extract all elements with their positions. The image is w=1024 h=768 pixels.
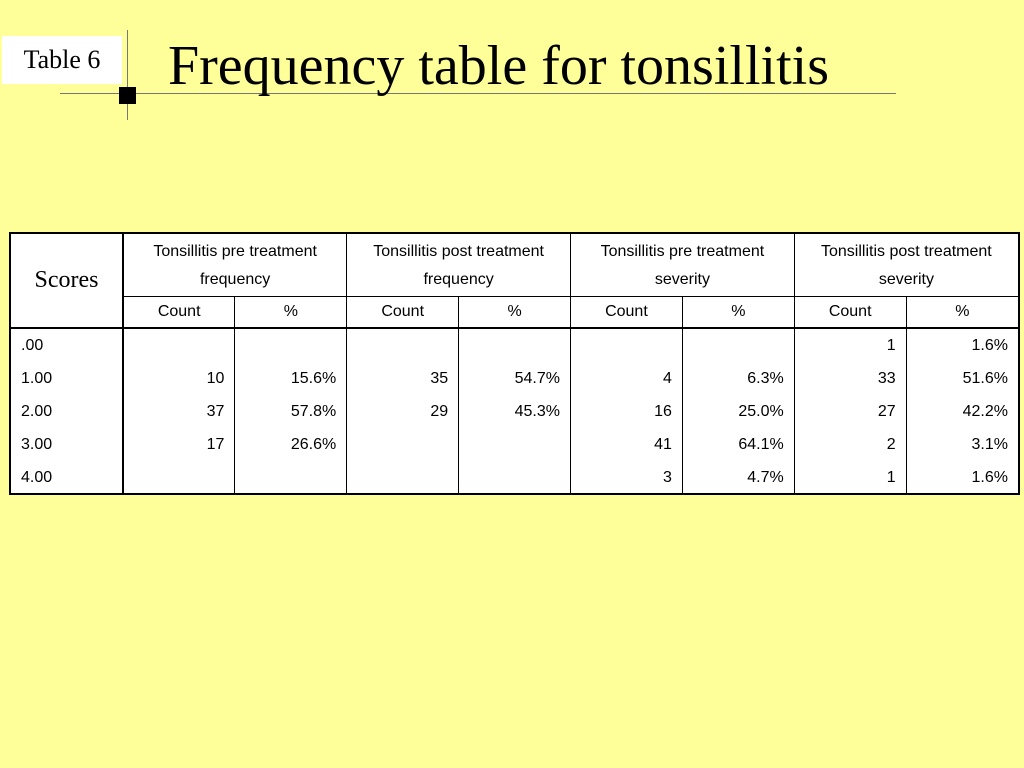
group-header-pre-frequency: Tonsillitis pre treatment frequency <box>123 234 347 297</box>
table-cell: 33 <box>794 362 906 395</box>
table-row <box>11 328 1018 362</box>
table-cell: 16 <box>571 395 683 428</box>
table-cell: 17 <box>123 428 235 461</box>
table-cell <box>571 328 683 362</box>
table-cell: 3 <box>571 461 683 494</box>
table-cell <box>682 328 794 362</box>
group-header-post-frequency: Tonsillitis post treatment frequency <box>347 234 571 297</box>
table-cell: 6.3% <box>682 362 794 395</box>
sub-header-count: Count <box>123 297 235 329</box>
table-cell <box>459 461 571 494</box>
table-cell: 1 <box>794 461 906 494</box>
table-cell: 41 <box>571 428 683 461</box>
table-cell: 57.8% <box>235 395 347 428</box>
sub-header-count: Count <box>571 297 683 329</box>
table-cell: 3.1% <box>906 428 1018 461</box>
table-cell: 26.6% <box>235 428 347 461</box>
table-cell <box>459 328 571 362</box>
table-cell: 37 <box>123 395 235 428</box>
table-cell: 15.6% <box>235 362 347 395</box>
sub-header-percent: % <box>906 297 1018 329</box>
sub-header-count: Count <box>347 297 459 329</box>
table-cell: 42.2% <box>906 395 1018 428</box>
title-rule-vertical <box>127 30 128 120</box>
table-cell: 4.7% <box>682 461 794 494</box>
table-cell: 1.6% <box>906 461 1018 494</box>
group-header-post-severity: Tonsillitis post treatment severity <box>794 234 1018 297</box>
table-cell <box>347 461 459 494</box>
table-cell: 27 <box>794 395 906 428</box>
bullet-square-icon <box>119 87 136 104</box>
sub-header-percent: % <box>682 297 794 329</box>
table-cell <box>123 328 235 362</box>
row-label: .00 <box>11 328 123 362</box>
sub-header-count: Count <box>794 297 906 329</box>
table-row <box>11 461 1018 494</box>
row-label: 2.00 <box>21 402 53 420</box>
slide-title: Frequency table for tonsillitis <box>168 35 829 97</box>
table-row <box>11 428 1018 461</box>
table-cell: 64.1% <box>682 428 794 461</box>
row-label: 3.00 <box>21 435 53 453</box>
table-cell: 10 <box>123 362 235 395</box>
table-cell <box>235 461 347 494</box>
frequency-table <box>9 232 1020 495</box>
table-cell: 1 <box>794 328 906 362</box>
table-cell: 29 <box>347 395 459 428</box>
row-label: 1.00 <box>21 369 53 387</box>
scores-column-header: Scores <box>34 267 99 293</box>
table-cell: 54.7% <box>459 362 571 395</box>
table-cell <box>459 428 571 461</box>
table-row <box>11 395 1018 428</box>
table-cell: 25.0% <box>682 395 794 428</box>
table-row <box>11 362 1018 395</box>
table-cell: 51.6% <box>906 362 1018 395</box>
table-cell <box>235 328 347 362</box>
sub-header-percent: % <box>459 297 571 329</box>
table-cell: 2 <box>794 428 906 461</box>
table-number-label: Table 6 <box>2 36 122 84</box>
table-cell <box>123 461 235 494</box>
table-cell: 1.6% <box>906 328 1018 362</box>
table-cell: 35 <box>347 362 459 395</box>
table-cell: 45.3% <box>459 395 571 428</box>
sub-header-percent: % <box>235 297 347 329</box>
table-cell <box>347 428 459 461</box>
table-cell <box>347 328 459 362</box>
row-label: 4.00 <box>21 468 53 486</box>
group-header-pre-severity: Tonsillitis pre treatment severity <box>571 234 795 297</box>
table-cell: 4 <box>571 362 683 395</box>
